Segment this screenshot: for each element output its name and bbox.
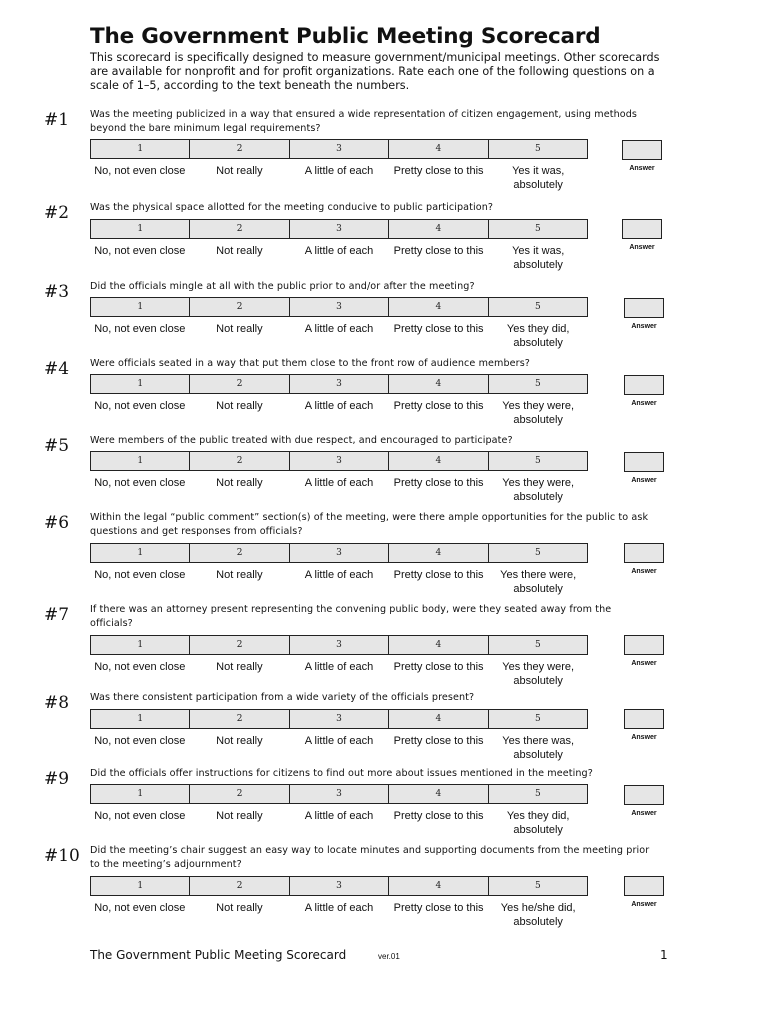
rating-option-4[interactable]: 4: [389, 785, 488, 803]
question-text: Did the officials mingle at all with the public prior to and/or after the meeting?: [90, 281, 475, 292]
question-7: [0, 605, 768, 695]
rating-label: No, not even close: [94, 477, 186, 489]
question-number: #5: [44, 436, 70, 456]
rating-option-2[interactable]: 2: [190, 375, 289, 393]
rating-option-5[interactable]: 5: [534, 302, 541, 312]
rating-label: Yes it was, absolutely: [512, 165, 565, 191]
answer-box[interactable]: [624, 298, 664, 318]
rating-option-1[interactable]: 1: [91, 220, 190, 238]
rating-label: Pretty close to this: [393, 810, 484, 822]
rating-option-2[interactable]: 2: [190, 544, 289, 562]
rating-option-3[interactable]: 3: [290, 544, 389, 562]
rating-option-4[interactable]: 4: [389, 636, 488, 654]
rating-scale: [90, 709, 588, 729]
rating-scale: [90, 451, 588, 471]
answer-label: Answer: [631, 323, 657, 330]
rating-labels: [90, 809, 588, 837]
footer-version: ver.01: [378, 952, 400, 961]
question-number: #7: [44, 605, 70, 625]
rating-label: Yes he/she did, absolutely: [500, 902, 576, 928]
rating-option-2[interactable]: 2: [190, 298, 289, 316]
rating-option-1[interactable]: 1: [91, 636, 190, 654]
answer-box[interactable]: [624, 785, 664, 805]
rating-label: No, not even close: [94, 245, 186, 257]
rating-option-3[interactable]: 3: [290, 710, 389, 728]
rating-label: Pretty close to this: [393, 323, 484, 335]
rating-label: A little of each: [304, 902, 374, 914]
rating-label: Not really: [216, 569, 263, 581]
rating-label: A little of each: [304, 400, 374, 412]
rating-labels: [90, 399, 588, 427]
rating-label: Not really: [216, 323, 263, 335]
answer-box[interactable]: [624, 635, 664, 655]
rating-option-1[interactable]: 1: [91, 452, 190, 470]
question-text: Was there consistent participation from a wide variety of the officials present?: [90, 692, 475, 703]
answer-box[interactable]: [624, 876, 664, 896]
rating-labels: [90, 734, 588, 762]
question-number: #3: [44, 282, 70, 302]
answer-label: Answer: [631, 568, 657, 575]
rating-option-1[interactable]: 1: [91, 544, 190, 562]
rating-label: Pretty close to this: [393, 735, 484, 747]
rating-option-2[interactable]: 2: [190, 220, 289, 238]
question-text: Did the officials offer instructions for citizens to find out more about issues mentioned in the meeting?: [90, 768, 593, 779]
rating-option-2[interactable]: 2: [190, 877, 289, 895]
rating-label: Pretty close to this: [393, 245, 484, 257]
question-text: Was the physical space allotted for the meeting conducive to public participation?: [90, 202, 494, 213]
rating-option-4[interactable]: 4: [389, 220, 488, 238]
answer-label: Answer: [629, 244, 655, 251]
question-text: Was the meeting publicized in a way that ensured a wide representation of citizen engagement, using methods beyond the bare minimum legal requirements?: [90, 109, 638, 134]
question-number: #2: [44, 203, 70, 223]
rating-label: A little of each: [304, 569, 374, 581]
rating-option-4[interactable]: 4: [389, 140, 488, 158]
rating-label: No, not even close: [94, 400, 186, 412]
rating-labels: [90, 322, 588, 350]
rating-option-2[interactable]: 2: [190, 636, 289, 654]
rating-option-3[interactable]: 3: [290, 877, 389, 895]
rating-label: Yes they were, absolutely: [502, 400, 575, 426]
rating-option-2[interactable]: 2: [190, 710, 289, 728]
rating-label: Yes they did, absolutely: [506, 810, 570, 836]
question-1: [0, 110, 768, 200]
rating-labels: [90, 901, 588, 929]
rating-scale: [90, 219, 588, 239]
rating-option-1[interactable]: 1: [91, 785, 190, 803]
rating-option-2[interactable]: 2: [190, 140, 289, 158]
answer-label: Answer: [631, 660, 657, 667]
rating-option-5[interactable]: 5: [534, 379, 541, 389]
answer-label: Answer: [631, 400, 657, 407]
question-number: #4: [44, 359, 70, 379]
rating-label: Yes there was, absolutely: [502, 735, 575, 761]
rating-label: Yes they were, absolutely: [502, 661, 575, 687]
rating-option-2[interactable]: 2: [190, 785, 289, 803]
rating-label: Not really: [216, 735, 263, 747]
rating-label: No, not even close: [94, 661, 186, 673]
answer-label: Answer: [631, 477, 657, 484]
rating-label: Pretty close to this: [393, 400, 484, 412]
rating-scale: [90, 876, 588, 896]
rating-label: Yes it was, absolutely: [512, 245, 565, 271]
question-number: #6: [44, 513, 70, 533]
answer-box[interactable]: [622, 219, 662, 239]
rating-option-4[interactable]: 4: [389, 710, 488, 728]
question-number: #10: [44, 846, 80, 866]
rating-label: A little of each: [304, 477, 374, 489]
rating-option-4[interactable]: 4: [389, 877, 488, 895]
rating-option-3[interactable]: 3: [290, 785, 389, 803]
rating-label: No, not even close: [94, 735, 186, 747]
rating-option-3[interactable]: 3: [290, 636, 389, 654]
rating-label: No, not even close: [94, 165, 186, 177]
rating-option-4[interactable]: 4: [389, 298, 488, 316]
rating-scale: [90, 543, 588, 563]
rating-option-5[interactable]: 5: [534, 548, 541, 558]
question-text: Within the legal “public comment” section(s) of the meeting, were there ample opportunities for the public to ask questions and get responses from officials?: [90, 512, 649, 537]
intro-paragraph: This scorecard is specifically designed to measure government/municipal meetings. Other scorecards are available for nonprofit and for profit organizations. Rate each one of the following questions on a scale of 1–5, according to the text beneath the numbers.: [90, 51, 660, 93]
question-6: [0, 513, 768, 603]
rating-label: No, not even close: [94, 569, 186, 581]
rating-option-3[interactable]: 3: [290, 452, 389, 470]
rating-label: A little of each: [304, 165, 374, 177]
rating-label: Pretty close to this: [393, 477, 484, 489]
page-title: The Government Public Meeting Scorecard: [90, 24, 601, 49]
question-number: #9: [44, 769, 70, 789]
rating-label: Not really: [216, 400, 263, 412]
rating-scale: [90, 784, 588, 804]
rating-label: Yes they were, absolutely: [502, 477, 575, 503]
question-text: Were members of the public treated with due respect, and encouraged to participate?: [90, 435, 513, 446]
rating-labels: [90, 660, 588, 688]
rating-scale: [90, 139, 588, 159]
rating-option-5[interactable]: 5: [534, 640, 541, 650]
rating-label: A little of each: [304, 323, 374, 335]
rating-labels: [90, 164, 588, 192]
rating-labels: [90, 476, 588, 504]
rating-labels: [90, 568, 588, 596]
rating-option-1[interactable]: 1: [91, 140, 190, 158]
rating-option-5[interactable]: 5: [534, 714, 541, 724]
rating-option-3[interactable]: 3: [290, 298, 389, 316]
rating-label: A little of each: [304, 735, 374, 747]
rating-option-5[interactable]: 5: [534, 224, 541, 234]
answer-label: Answer: [631, 901, 657, 908]
rating-option-1[interactable]: 1: [91, 298, 190, 316]
rating-label: Yes there were, absolutely: [500, 569, 577, 595]
rating-option-5[interactable]: 5: [534, 881, 541, 891]
rating-option-3[interactable]: 3: [290, 220, 389, 238]
question-number: #8: [44, 693, 70, 713]
footer-title: The Government Public Meeting Scorecard: [90, 948, 347, 962]
rating-label: Not really: [216, 810, 263, 822]
rating-label: Pretty close to this: [393, 661, 484, 673]
rating-scale: [90, 297, 588, 317]
answer-box[interactable]: [624, 543, 664, 563]
rating-option-1[interactable]: 1: [91, 877, 190, 895]
rating-option-1[interactable]: 1: [91, 375, 190, 393]
rating-option-5[interactable]: 5: [534, 456, 541, 466]
rating-label: Not really: [216, 165, 263, 177]
question-text: Were officials seated in a way that put them close to the front row of audience members?: [90, 358, 530, 369]
rating-option-4[interactable]: 4: [389, 452, 488, 470]
rating-option-5[interactable]: 5: [534, 144, 541, 154]
question-text: Did the meeting’s chair suggest an easy way to locate minutes and supporting documents from the meeting prior to the meeting’s adjournment?: [90, 845, 650, 870]
answer-label: Answer: [629, 165, 655, 172]
rating-scale: [90, 635, 588, 655]
answer-label: Answer: [631, 810, 657, 817]
rating-label: A little of each: [304, 810, 374, 822]
rating-option-2[interactable]: 2: [190, 452, 289, 470]
rating-label: Not really: [216, 661, 263, 673]
question-text: If there was an attorney present representing the convening public body, were they seated away from the officials?: [90, 604, 612, 629]
rating-scale: [90, 374, 588, 394]
answer-label: Answer: [631, 734, 657, 741]
rating-label: Not really: [216, 902, 263, 914]
answer-box[interactable]: [624, 709, 664, 729]
rating-label: Yes they did, absolutely: [506, 323, 570, 349]
rating-option-4[interactable]: 4: [389, 375, 488, 393]
question-10: [0, 846, 768, 936]
rating-option-1[interactable]: 1: [91, 710, 190, 728]
rating-label: No, not even close: [94, 323, 186, 335]
question-number: #1: [44, 110, 70, 130]
rating-label: Pretty close to this: [393, 902, 484, 914]
answer-box[interactable]: [624, 452, 664, 472]
rating-labels: [90, 244, 588, 272]
rating-label: No, not even close: [94, 902, 186, 914]
rating-option-5[interactable]: 5: [534, 789, 541, 799]
rating-option-4[interactable]: 4: [389, 544, 488, 562]
rating-label: No, not even close: [94, 810, 186, 822]
page-number: 1: [660, 948, 668, 962]
rating-label: Not really: [216, 245, 263, 257]
rating-option-3[interactable]: 3: [290, 375, 389, 393]
rating-option-3[interactable]: 3: [290, 140, 389, 158]
answer-box[interactable]: [622, 140, 662, 160]
rating-label: Pretty close to this: [393, 165, 484, 177]
rating-label: A little of each: [304, 661, 374, 673]
rating-label: Not really: [216, 477, 263, 489]
answer-box[interactable]: [624, 375, 664, 395]
rating-label: Pretty close to this: [393, 569, 484, 581]
rating-label: A little of each: [304, 245, 374, 257]
